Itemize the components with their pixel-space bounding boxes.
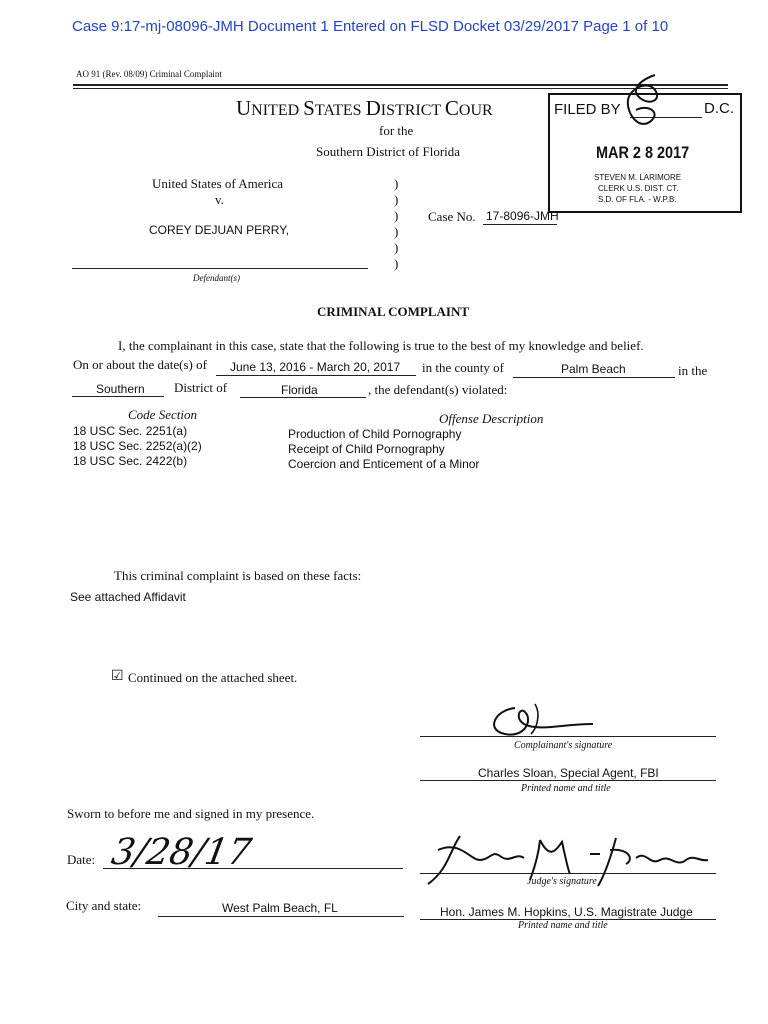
- court-title-part: S: [303, 96, 315, 120]
- offense-code: 18 USC Sec. 2251(a): [73, 424, 188, 438]
- sworn-statement: Sworn to before me and signed in my presence.: [67, 806, 315, 821]
- defendant-name: COREY DEJUAN PERRY,: [149, 223, 290, 237]
- docket-header: Case 9:17-mj-08096-JMH Document 1 Entered on FLSD Docket 03/29/2017 Page 1 of 10: [72, 18, 669, 35]
- code-section-header: Code Section: [128, 407, 197, 422]
- judge-signature-line: [420, 873, 716, 874]
- date-label: Date:: [67, 852, 96, 867]
- case-no-line: [483, 224, 557, 225]
- stamp-initials-scribble: [600, 70, 680, 140]
- plaintiff: United States of America: [152, 176, 284, 191]
- city-state-label: City and state:: [66, 898, 142, 913]
- offense-desc: Coercion and Enticement of a Minor: [288, 457, 480, 471]
- judge-printed-name: Hon. James M. Hopkins, U.S. Magistrate Judge: [440, 905, 693, 919]
- dates-line: [216, 375, 416, 376]
- caption-paren: ): [394, 224, 399, 239]
- complainant-name: Charles Sloan, Special Agent, FBI: [478, 766, 659, 780]
- based-on-facts: This criminal complaint is based on these facts:: [114, 568, 362, 583]
- court-title-part: C: [444, 96, 459, 120]
- defendant-line: [72, 268, 368, 269]
- judge-signature-label: Judge's signature: [527, 876, 597, 887]
- court-title: [236, 96, 493, 121]
- county-value: Palm Beach: [561, 362, 626, 376]
- city-state-value: West Palm Beach, FL: [222, 901, 338, 915]
- city-state-line: [158, 916, 404, 917]
- date-line: [103, 868, 403, 869]
- continued-label: Continued on the attached sheet.: [128, 670, 298, 685]
- printed-name-label-2: Printed name and title: [518, 920, 608, 931]
- case-no-label: Case No.: [428, 209, 476, 224]
- document-title: CRIMINAL COMPLAINT: [317, 304, 470, 319]
- form-id: AO 91 (Rev. 08/09) Criminal Complaint: [76, 69, 222, 79]
- court-title-part: OUR: [458, 102, 493, 119]
- district-word-line: [72, 396, 164, 397]
- complainant-signature-line: [420, 736, 716, 737]
- caption-paren: ): [394, 256, 399, 271]
- district-word: Southern: [96, 382, 145, 396]
- printed-name-label: Printed name and title: [521, 783, 611, 794]
- caption-paren: ): [394, 192, 399, 207]
- defendant-label: Defendant(s): [193, 273, 240, 283]
- offense-code: 18 USC Sec. 2422(b): [73, 454, 188, 468]
- stamp-date: MAR 2 8 2017: [596, 143, 690, 162]
- caption-paren: ): [394, 176, 399, 191]
- state-value: Florida: [281, 383, 318, 397]
- filed-by-label: FILED BY: [554, 101, 621, 118]
- stamp-clerk-title: CLERK U.S. DIST. CT.: [598, 184, 679, 193]
- caption-paren: ): [394, 240, 399, 255]
- versus: v.: [215, 192, 224, 207]
- violated-label: , the defendant(s) violated:: [368, 382, 508, 397]
- state-line: [240, 397, 366, 398]
- offense-description-header: Offense Description: [439, 411, 544, 426]
- complainant-signature-label: Complainant's signature: [514, 740, 613, 751]
- handwritten-date: 3/28/17: [108, 832, 255, 873]
- stamp-dc: D.C.: [704, 100, 734, 117]
- stamp-clerk-name: STEVEN M. LARIMORE: [594, 173, 682, 182]
- district-of-label: District of: [174, 380, 228, 395]
- county-line: [513, 377, 675, 378]
- offense-dates: June 13, 2016 - March 20, 2017: [230, 360, 401, 374]
- district-name: Southern District of Florida: [316, 144, 461, 159]
- for-the: for the: [379, 123, 414, 138]
- offense-code: 18 USC Sec. 2252(a)(2): [73, 439, 202, 453]
- complainant-name-line: [420, 780, 716, 781]
- court-title-part: D: [365, 96, 381, 120]
- continued-checkbox[interactable]: ☑: [111, 669, 124, 684]
- court-title-part: NITED: [251, 102, 304, 119]
- in-county-label: in the county of: [422, 360, 504, 375]
- court-title-part: ISTRICT: [380, 102, 445, 119]
- on-or-about-label: On or about the date(s) of: [73, 357, 207, 372]
- offense-desc: Production of Child Pornography: [288, 427, 462, 441]
- offense-desc: Receipt of Child Pornography: [288, 442, 445, 456]
- court-title-part: U: [236, 96, 252, 120]
- case-no-value: 17-8096-JMH: [486, 209, 559, 223]
- see-attached: See attached Affidavit: [70, 590, 186, 604]
- statement: I, the complainant in this case, state that the following is true to the best of my knowledge and belief.: [118, 338, 644, 353]
- in-the-label: in the: [678, 363, 708, 378]
- court-title-part: TATES: [314, 102, 366, 119]
- stamp-clerk-office: S.D. OF FLA. - W.P.B.: [598, 195, 677, 204]
- complainant-signature-scribble: [485, 700, 595, 740]
- caption-paren: ): [394, 208, 399, 223]
